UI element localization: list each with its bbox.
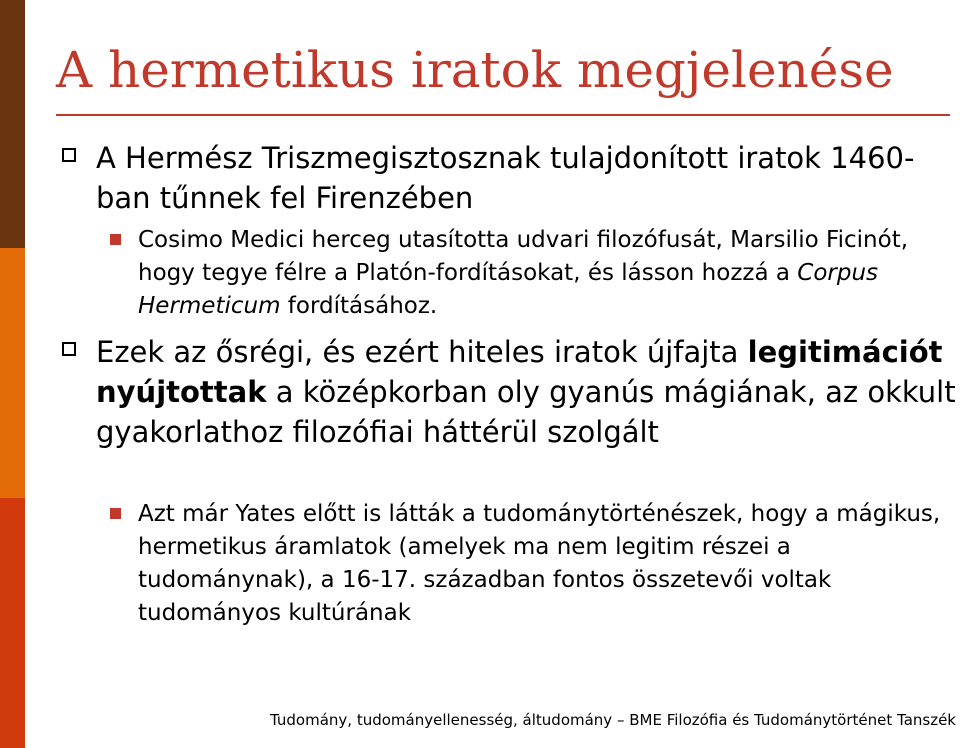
slide-title: A hermetikus iratok megjelenése: [56, 41, 894, 99]
title-underline: [56, 114, 950, 116]
bullet-1: [96, 138, 956, 218]
footer: Tudomány, tudományellenesség, áltudomány – BME Filozófia és Tudománytörténet Tanszék: [270, 711, 956, 729]
bullet-2-text-start: Ezek az ősrégi, és ezért hiteles iratok újfajta: [96, 335, 748, 369]
sub-bullet-1: [138, 224, 960, 323]
sub-bullet-1-text-start: Cosimo Medici herceg utasította udvari filozófusát, Marsilio Ficinót, hogy tegye félre a Platón-fordításokat, és lásson hozzá a: [138, 227, 909, 286]
side-bar-orange: [0, 248, 25, 498]
bullet-2: [96, 332, 956, 452]
sub-bullet-1-italic: Corpus Hermeticum: [138, 260, 879, 319]
sub-bullet-2: [138, 498, 960, 630]
filled-square-bullet-icon: [110, 508, 121, 519]
sub-bullet-2-text: Azt már Yates előtt is látták a tudománytörténészek, hogy a mágikus, hermetikus áramlatok (amelyek ma nem legitim részei a tudománynak), a 16-17. században fontos összetevői voltak tudományos kultúrának: [138, 501, 941, 626]
filled-square-bullet-icon: [110, 234, 121, 245]
bullet-2-bold: legitimációt nyújtottak: [96, 335, 943, 409]
side-bar-red: [0, 498, 25, 748]
bullet-1-text: A Hermész Triszmegisztosznak tulajdonított iratok 1460-ban tűnnek fel Firenzében: [96, 141, 915, 215]
hollow-square-bullet-icon: [62, 342, 76, 356]
sub-bullet-1-text-end: fordításához.: [280, 293, 438, 319]
hollow-square-bullet-icon: [62, 148, 76, 162]
side-bar-brown: [0, 0, 25, 248]
bullet-2-text-end: a középkorban oly gyanús mágiának, az okkult gyakorlathoz filozófiai háttérül szolgált: [96, 375, 956, 449]
